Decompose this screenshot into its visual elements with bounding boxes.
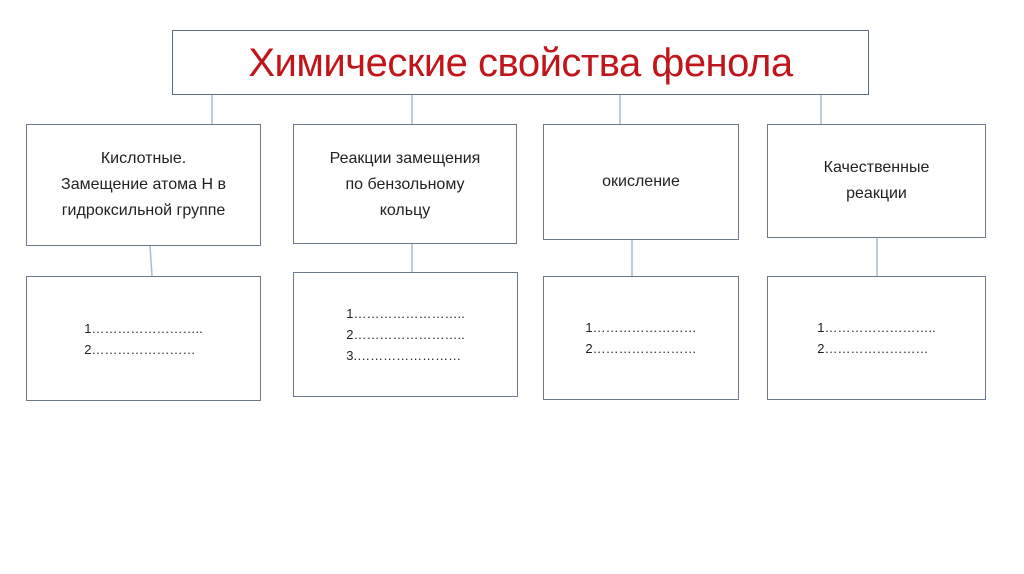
- category-line: реакции: [846, 185, 907, 202]
- list-item: 2……………………: [585, 341, 697, 356]
- category-line: по бензольному: [345, 176, 465, 193]
- category-line: гидроксильной группе: [61, 202, 226, 219]
- item-list: [84, 318, 202, 360]
- category-line: Качественные: [823, 159, 930, 176]
- category-label: [55, 146, 232, 224]
- list-box-acidic: [26, 276, 261, 401]
- category-box-qualitative: [767, 124, 986, 238]
- diagram-title: Химические свойства фенола: [248, 40, 793, 85]
- list-item: 2……………………: [84, 341, 196, 357]
- list-item: 1……………………: [585, 320, 697, 335]
- list-item: 2……………………..: [346, 327, 465, 342]
- category-box-oxidation: [543, 124, 739, 240]
- category-box-substitution: [293, 124, 517, 244]
- item-list: [817, 317, 935, 359]
- category-line: Реакции замещения: [329, 150, 481, 167]
- category-line: Кислотные.: [100, 150, 187, 167]
- list-box-oxidation: [543, 276, 739, 400]
- item-list: [585, 317, 696, 359]
- category-label: [324, 146, 487, 224]
- list-box-qualitative: [767, 276, 986, 400]
- list-box-substitution: [293, 272, 518, 397]
- title-box: [172, 30, 869, 95]
- item-list: [346, 303, 464, 366]
- category-line: Замещение атома Н в: [61, 176, 226, 193]
- category-label: [596, 169, 686, 195]
- list-item: 1……………………..: [346, 306, 465, 321]
- list-item: 1……………………..: [84, 320, 203, 336]
- list-item: 3.……………………: [346, 348, 462, 363]
- list-item: 2……………………: [817, 341, 929, 356]
- category-line: окисление: [602, 173, 680, 190]
- connector-cat1-list1: [150, 246, 152, 276]
- category-box-acidic: [26, 124, 261, 246]
- category-line: кольцу: [379, 202, 431, 219]
- list-item: 1……………………..: [817, 320, 936, 335]
- category-label: [818, 155, 936, 207]
